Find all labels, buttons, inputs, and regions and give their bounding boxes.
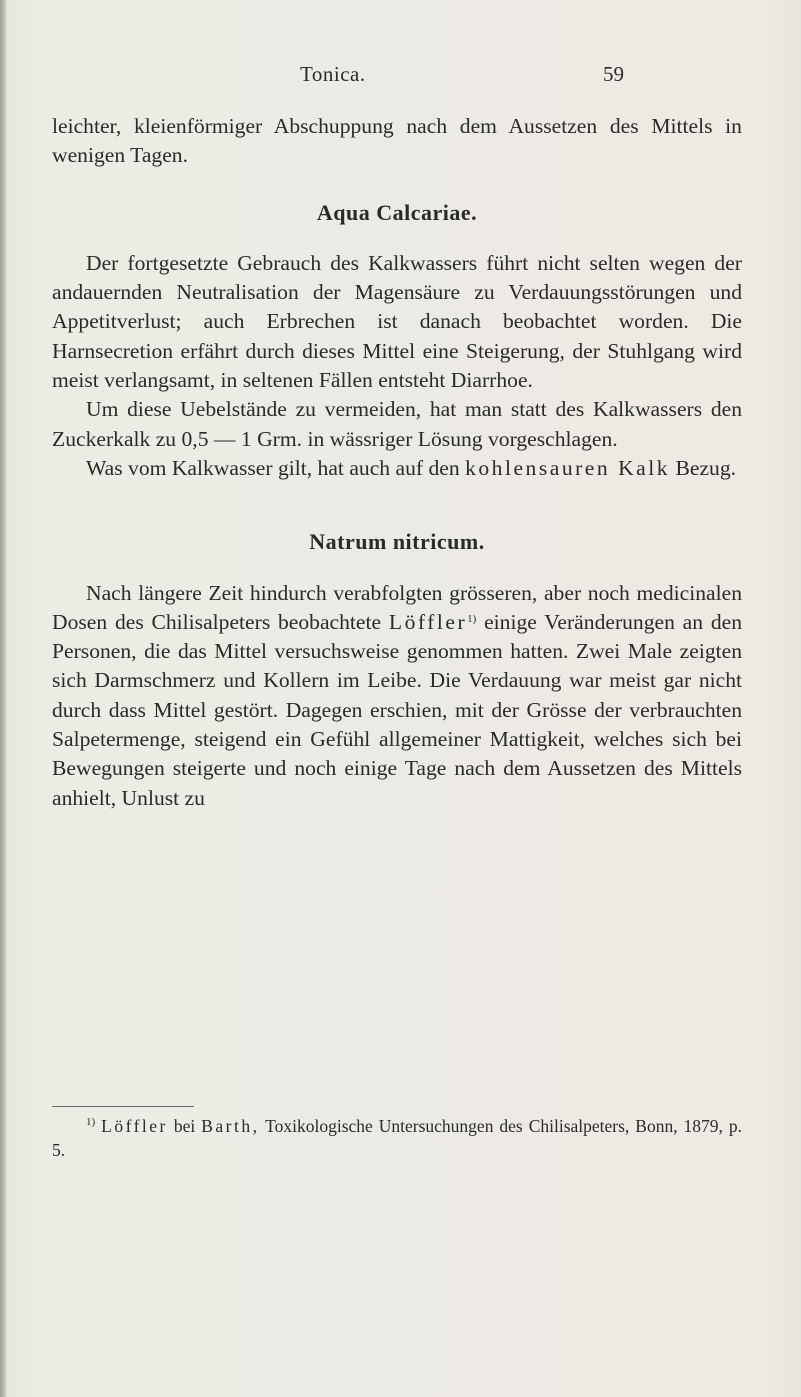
- section-heading-aqua-calcariae: Aqua Calcariae.: [316, 199, 478, 225]
- aqua-p3-text-after: Bezug.: [675, 455, 737, 480]
- aqua-p3-spaced-term: kohlensauren Kalk: [465, 455, 671, 480]
- continued-line-2: des Mittels in wenigen Tagen.: [52, 114, 742, 168]
- running-header: [0, 62, 801, 92]
- footnote: [52, 1114, 742, 1162]
- footnote-reference-mark[interactable]: 1): [467, 612, 477, 625]
- body-text: [52, 112, 742, 813]
- natrum-p1-text-before: Nach längere Zeit hindurch verabfolgten grösseren, aber noch medicinalen Dosen des Chilisalpeters beobachtete: [52, 580, 742, 634]
- footnote-rule: [52, 1106, 194, 1107]
- natrum-p1-author: Löffler: [388, 609, 468, 634]
- continued-line-1: leichter, kleienförmiger Abschuppung nach dem Aussetzen: [52, 114, 598, 138]
- footnote-bei: bei: [173, 1116, 196, 1136]
- footnote-mark: 1): [86, 1116, 96, 1128]
- continued-paragraph: [52, 112, 742, 171]
- aqua-paragraph-1: Der fortgesetzte Gebrauch des Kalkwassers führt nicht selten wegen der andauernden Neutralisation der Magensäure zu Verdauungsstörungen und Appetitverlust; auch Erbrechen ist danach beobachtet worden. Die Harnsecretion erfährt durch dieses Mittel eine Steigerung, der Stuhlgang wird meist verlangsamt, in seltenen Fällen entsteht Diarrhoe.: [52, 250, 742, 393]
- natrum-p1-text-after: einige Veränderungen an den Personen, die das Mittel versuchsweise genommen hatten. Zwei Male zeigten sich Darmschmerz und Kollern im Leibe. Die Verdauung war meist gar nicht durch dass Mittel gestört. Dagegen erschien, mit der Grösse der verbrauchten Salpetermenge, steigend ein Gefühl allgemeiner Mattigkeit, welches sich bei Bewegungen steigerte und noch einige Tage nach dem Aussetzen des Mittels anhielt, Unlust zu: [52, 609, 742, 810]
- aqua-paragraph-2: Um diese Uebelstände zu vermeiden, hat man statt des Kalkwassers den Zuckerkalk zu 0,5 — 1 Grm. in wässriger Lösung vorgeschlagen.: [52, 397, 742, 451]
- footnote-author: Löffler: [101, 1116, 168, 1136]
- section-heading-natrum-nitricum: Natrum nitricum.: [309, 529, 485, 555]
- natrum-paragraph-1: [52, 579, 742, 813]
- footnote-text: [52, 1114, 742, 1162]
- footnote-citation: Toxikologische Untersuchungen des Chilisalpeters, Bonn, 1879, p. 5.: [52, 1116, 743, 1160]
- page-number: 59: [603, 62, 624, 86]
- footnote-cited-author: Barth,: [201, 1116, 260, 1136]
- aqua-paragraph-3: [52, 454, 742, 483]
- running-title: Tonica.: [300, 62, 366, 86]
- page-spine-shadow: [0, 0, 6, 1397]
- aqua-p3-text-before: Was vom Kalkwasser gilt, hat auch auf den: [86, 455, 460, 480]
